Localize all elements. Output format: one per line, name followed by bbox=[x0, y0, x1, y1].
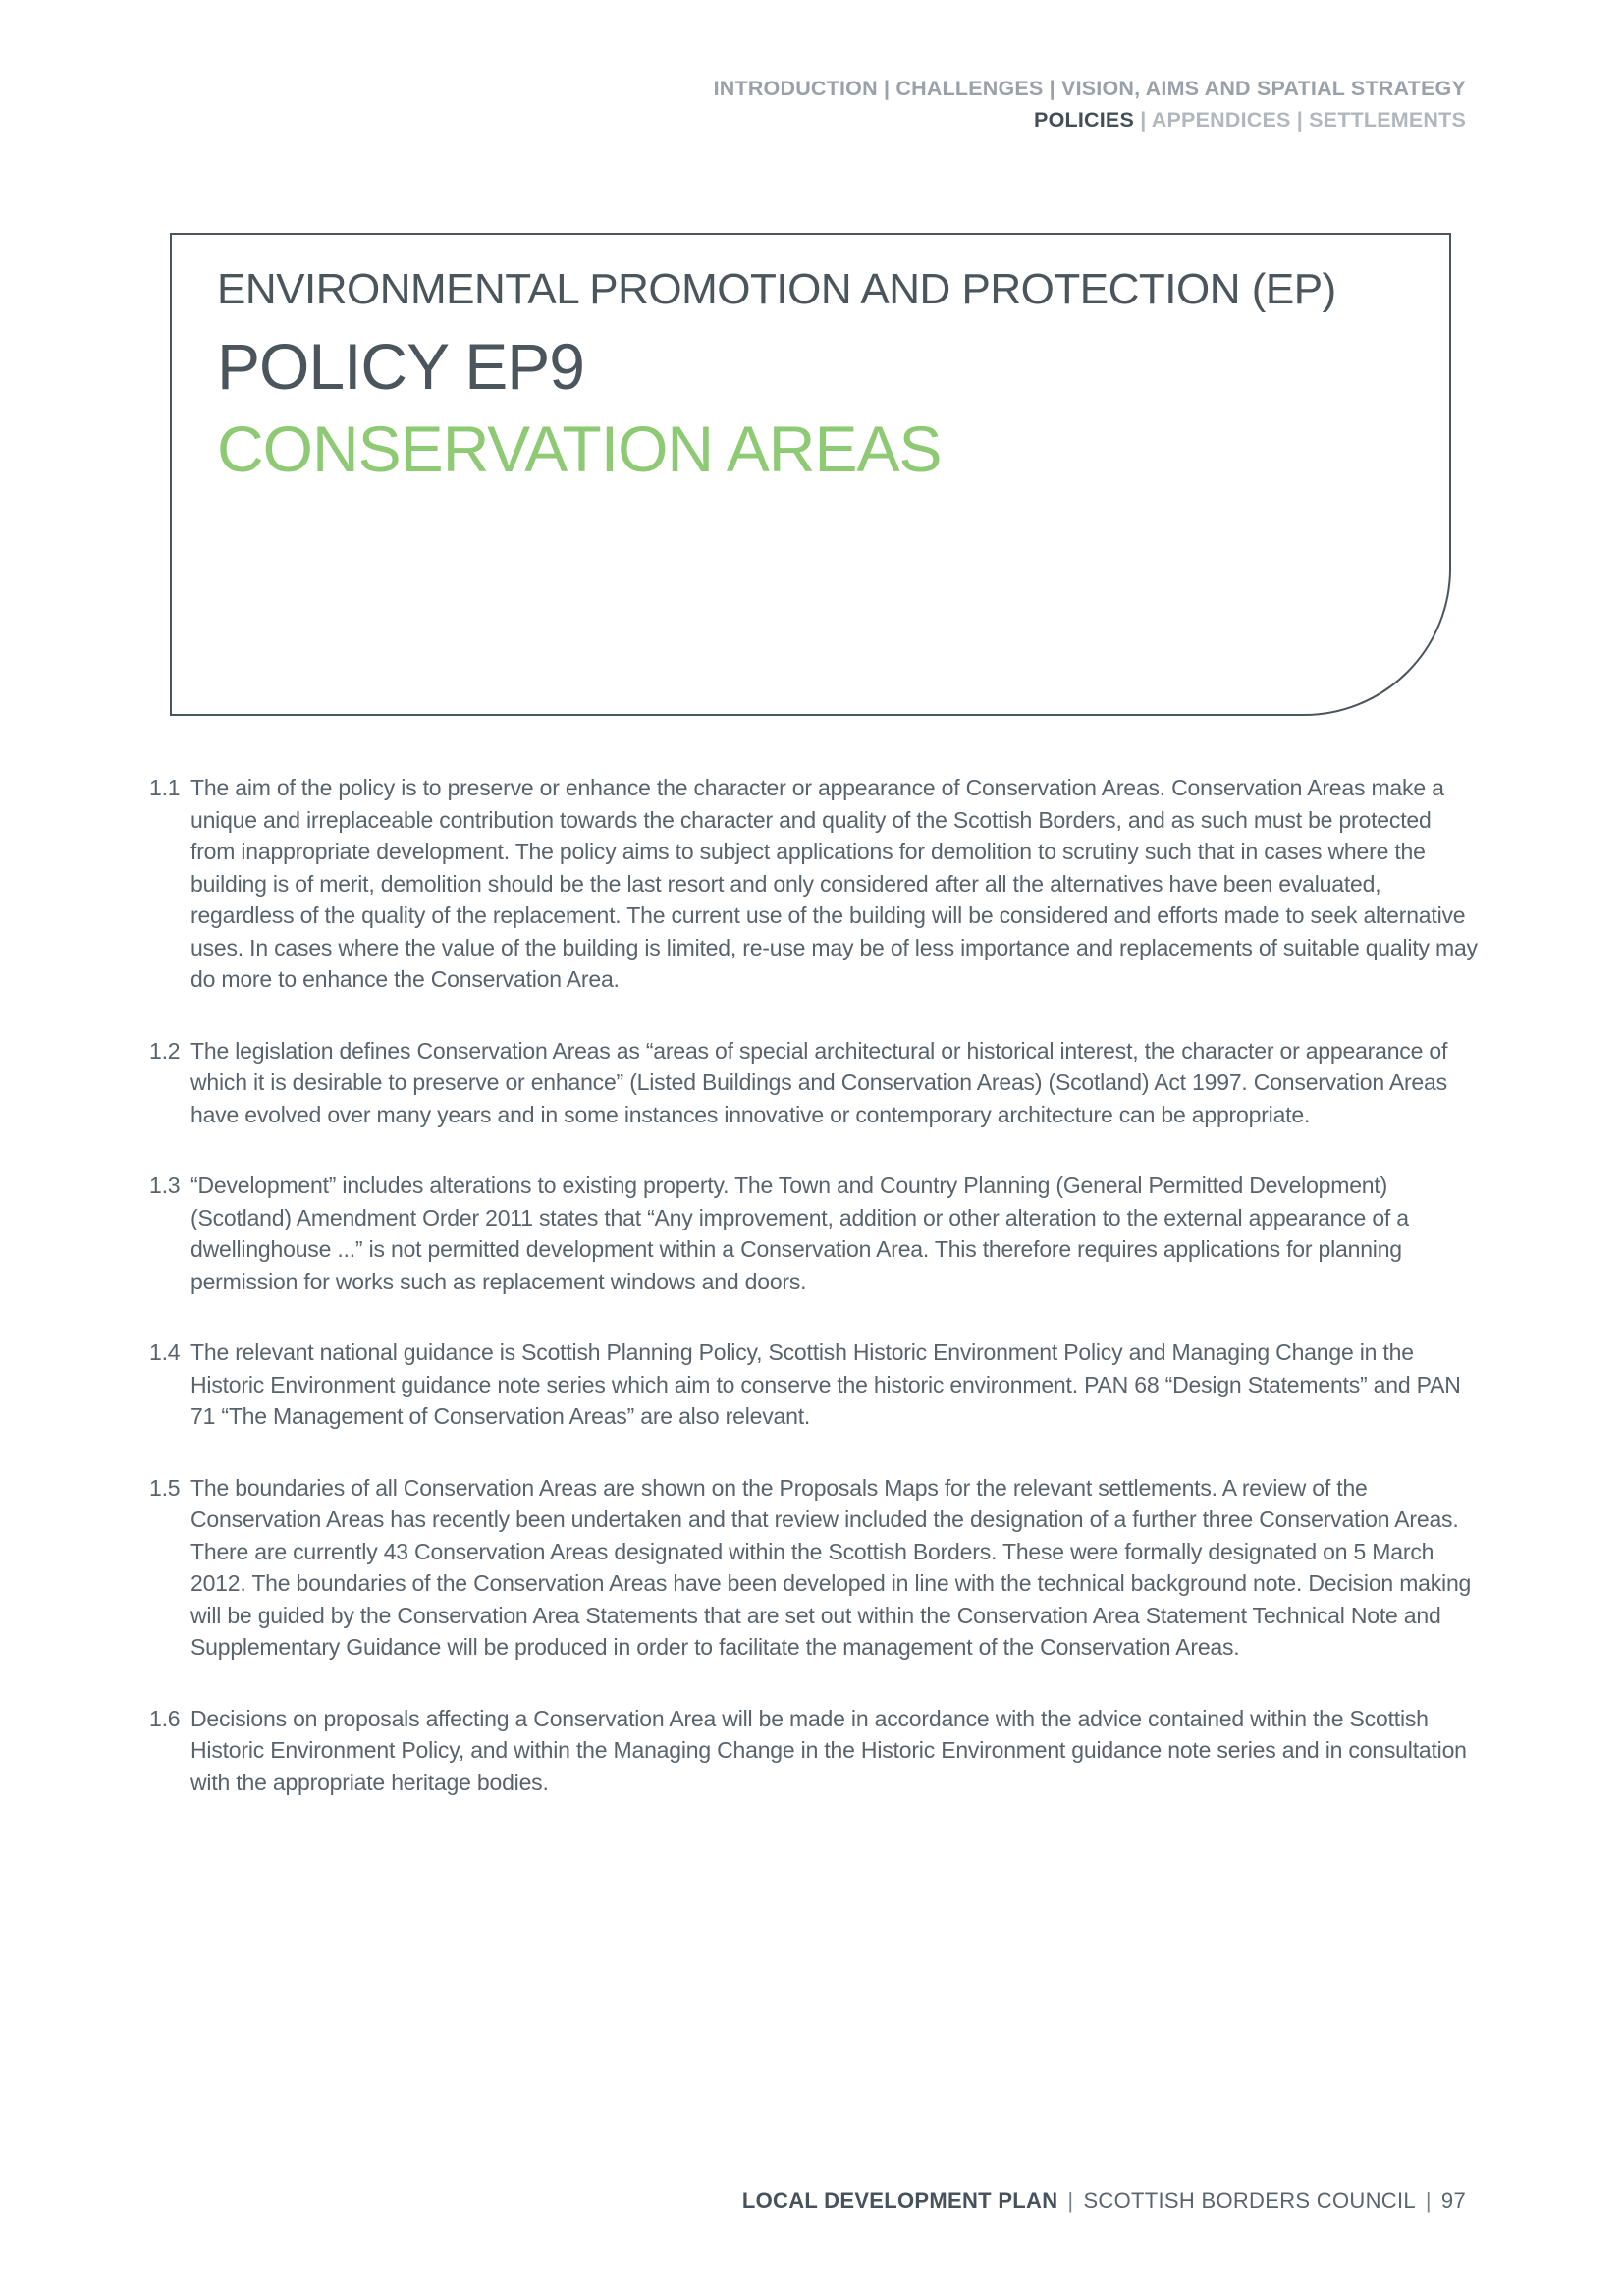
policy-body bbox=[149, 772, 1478, 1837]
policy-number-heading: POLICY EP9 bbox=[217, 330, 584, 404]
paragraph-1-2 bbox=[149, 1035, 1478, 1131]
policy-title-box bbox=[170, 233, 1451, 716]
footer-separator: | bbox=[1067, 2188, 1074, 2213]
paragraph-1-3 bbox=[149, 1170, 1478, 1297]
paragraph-text: The relevant national guidance is Scottish Planning Policy, Scottish Historic Environment Policy and Managing Change in the Historic Environment guidance note series which aim to conserve the historic environment. PAN 68 “Design Statements” and PAN 71 “The Management of Conservation Areas” are also relevant. bbox=[190, 1339, 1461, 1429]
page-footer bbox=[742, 2188, 1466, 2214]
paragraph-text: The aim of the policy is to preserve or enhance the character or appearance of Conservation Areas. Conservation Areas make a unique and irreplaceable contribution towards the character and quality of the Scottish Borders, and as such must be protected from inappropriate development. The policy aims to subject applications for demolition to scrutiny such that in cases where the building is of merit, demolition should be the last resort and only considered after all the alternatives have been evaluated, regardless of the quality of the replacement. The current use of the building will be considered and efforts made to seek alternative uses. In cases where the value of the building is limited, re-use may be of less importance and replacements of suitable quality may do more to enhance the Conservation Area. bbox=[190, 775, 1478, 992]
paragraph-number: 1.6 bbox=[149, 1705, 181, 1731]
paragraph-number: 1.2 bbox=[149, 1037, 181, 1064]
paragraph-text: “Development” includes alterations to existing property. The Town and Country Planning (General Permitted Development) (Scotland) Amendment Order 2011 states that “Any improvement, addition or other alteration to the external appearance of a dwellinghouse ...” is not permitted development within a Conservation Area. This therefore requires applications for planning permission for works such as replacement windows and doors. bbox=[190, 1173, 1409, 1294]
nav-sections-row1: INTRODUCTION | CHALLENGES | VISION, AIMS AND SPATIAL STRATEGY bbox=[713, 77, 1466, 100]
nav-sections-row2 bbox=[714, 104, 1466, 136]
paragraph-text: Decisions on proposals affecting a Conservation Area will be made in accordance with the advice contained within the Scottish Historic Environment Policy, and within the Managing Change in the Historic Environment guidance note series and in consultation with the appropriate heritage bodies. bbox=[190, 1705, 1467, 1795]
paragraph-number: 1.5 bbox=[149, 1474, 181, 1501]
footer-plan-label: LOCAL DEVELOPMENT PLAN bbox=[741, 2188, 1058, 2213]
nav-current-section: POLICIES bbox=[1034, 108, 1134, 132]
paragraph-1-4 bbox=[149, 1337, 1478, 1433]
paragraph-text: The boundaries of all Conservation Areas are shown on the Proposals Maps for the relevant settlements. A review of the Conservation Areas has recently been undertaken and that review included the designation of a further three Conservation Areas. There are currently 43 Conservation Areas designated within the Scottish Borders. These were formally designated on 5 March 2012. The boundaries of the Conservation Areas have been developed in line with the technical background note. Decision making will be guided by the Conservation Area Statements that are set out within the Conservation Area Statement Technical Note and Supplementary Guidance will be produced in order to facilitate the management of the Conservation Areas. bbox=[190, 1474, 1472, 1660]
paragraph-1-6 bbox=[149, 1703, 1478, 1799]
paragraph-1-5 bbox=[149, 1472, 1478, 1664]
paragraph-number: 1.3 bbox=[149, 1173, 181, 1198]
footer-separator: | bbox=[1425, 2188, 1432, 2213]
section-navigation bbox=[714, 73, 1466, 136]
paragraph-number: 1.4 bbox=[149, 1339, 181, 1365]
footer-page-number: 97 bbox=[1440, 2188, 1466, 2213]
paragraph-1-1 bbox=[149, 772, 1478, 996]
policy-category-heading: ENVIRONMENTAL PROMOTION AND PROTECTION (EP) bbox=[217, 265, 1336, 313]
policy-title-heading: CONSERVATION AREAS bbox=[217, 412, 942, 486]
paragraph-text: The legislation defines Conservation Areas as “areas of special architectural or historical interest, the character or appearance of which it is desirable to preserve or enhance” (Listed Buildings and Conservation Areas) (Scotland) Act 1997. Conservation Areas have evolved over many years and in some instances innovative or contemporary architecture can be appropriate. bbox=[190, 1037, 1448, 1127]
paragraph-number: 1.1 bbox=[149, 775, 181, 800]
nav-other-sections: | APPENDICES | SETTLEMENTS bbox=[1140, 108, 1466, 132]
footer-council-label: SCOTTISH BORDERS COUNCIL bbox=[1083, 2188, 1416, 2213]
